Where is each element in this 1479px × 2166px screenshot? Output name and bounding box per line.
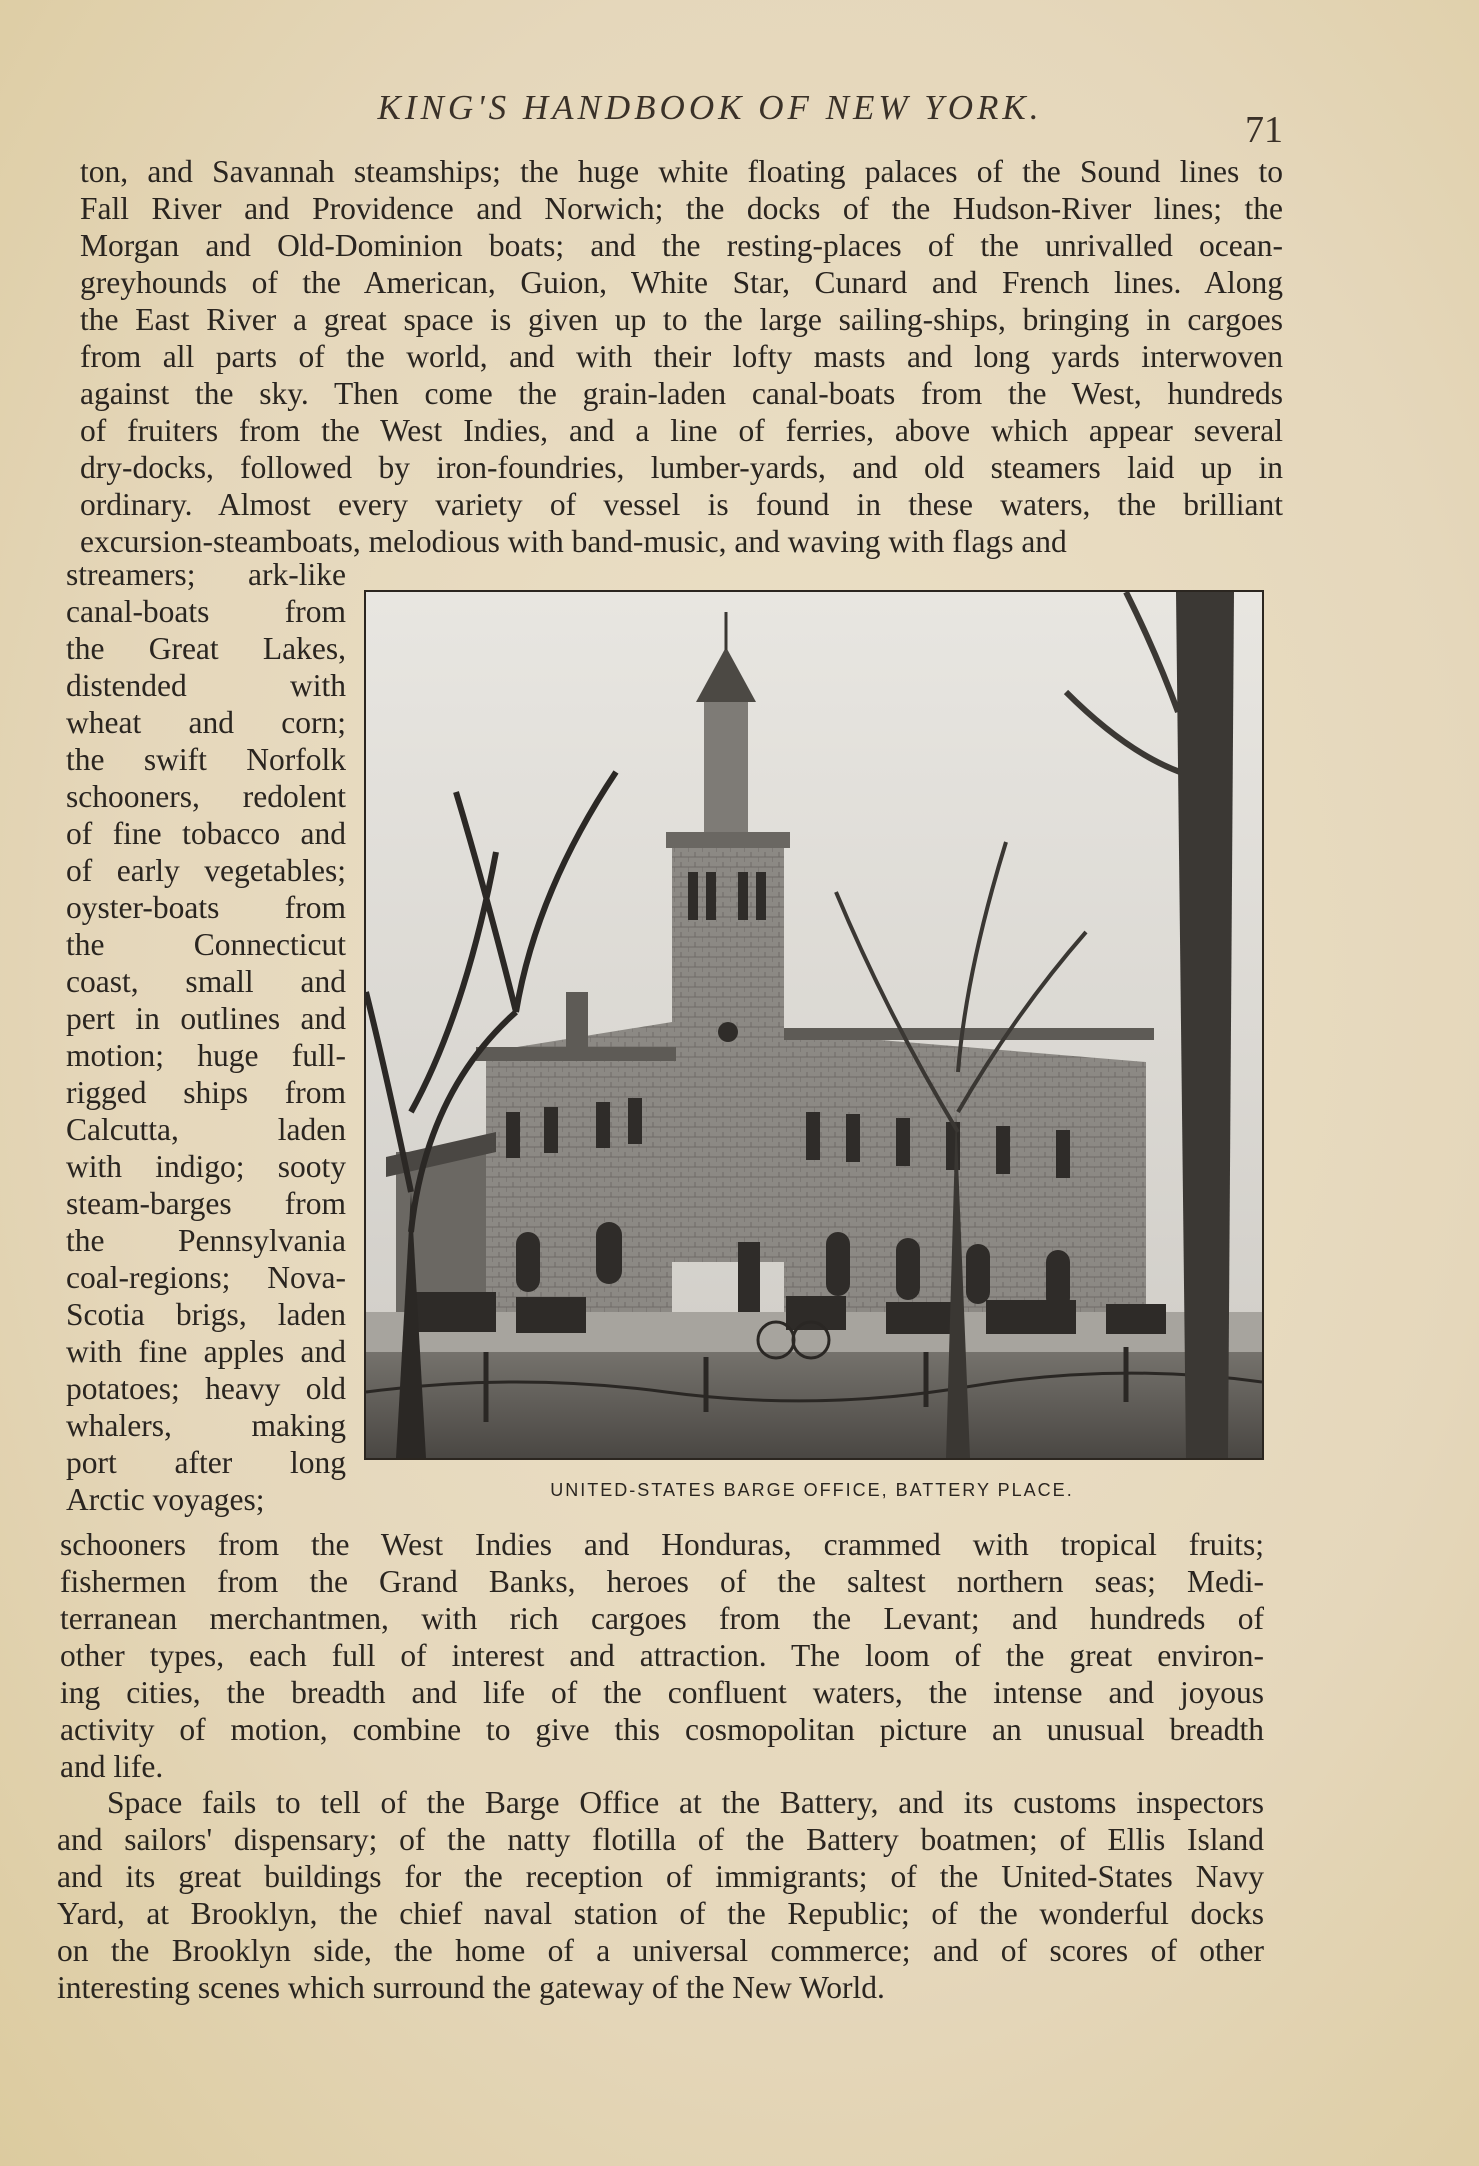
- text-line: the swift Norfolk: [66, 742, 346, 777]
- text-line: motion; huge full-: [66, 1038, 346, 1073]
- bottom-paragraph: [60, 1526, 1264, 1785]
- text-line: excursion-steamboats, melodious with band-music, and waving with flags and: [80, 524, 1067, 559]
- text-line: pert in outlines and: [66, 1001, 346, 1036]
- text-line: terranean merchantmen, with rich cargoes from the Levant; and hundreds of: [60, 1601, 1264, 1636]
- photo-illustration: [366, 592, 1262, 1458]
- final-paragraph: [57, 1784, 1264, 2006]
- text-line: Scotia brigs, laden: [66, 1297, 346, 1332]
- text-line: Morgan and Old-Dominion boats; and the resting-places of the unrivalled ocean-: [80, 228, 1283, 263]
- running-head: KING'S HANDBOOK OF NEW YORK.: [377, 88, 1043, 127]
- text-line: schooners, redolent: [66, 779, 346, 814]
- side-column-text: [66, 556, 346, 1518]
- text-line: interesting scenes which surround the gateway of the New World.: [57, 1970, 885, 2005]
- text-line: the Pennsylvania: [66, 1223, 346, 1258]
- text-line: activity of motion, combine to give this cosmopolitan picture an unusual breadth: [60, 1712, 1264, 1747]
- text-line: wheat and corn;: [66, 705, 346, 740]
- text-line: and its great buildings for the reception of immigrants; of the United-States Navy: [57, 1859, 1264, 1894]
- text-line: steam-barges from: [66, 1186, 346, 1221]
- text-line: from all parts of the world, and with their lofty masts and long yards interwoven: [80, 339, 1283, 374]
- text-line: Yard, at Brooklyn, the chief naval station of the Republic; of the wonderful docks: [57, 1896, 1264, 1931]
- text-line: streamers; ark-like: [66, 557, 346, 592]
- text-line: on the Brooklyn side, the home of a universal commerce; and of scores of other: [57, 1933, 1264, 1968]
- text-line: Calcutta, laden: [66, 1112, 346, 1147]
- text-line: of fruiters from the West Indies, and a line of ferries, above which appear several: [80, 413, 1283, 448]
- text-line: canal-boats from: [66, 594, 346, 629]
- text-line: and life.: [60, 1749, 164, 1784]
- text-line: Fall River and Providence and Norwich; the docks of the Hudson-River lines; the: [80, 191, 1283, 226]
- text-line: with indigo; sooty: [66, 1149, 346, 1184]
- text-line: other types, each full of interest and attraction. The loom of the great environ-: [60, 1638, 1264, 1673]
- text-line: and sailors' dispensary; of the natty flotilla of the Battery boatmen; of Ellis Island: [57, 1822, 1264, 1857]
- figure-caption: UNITED-STATES BARGE OFFICE, BATTERY PLACE.: [550, 1480, 1074, 1500]
- text-line: coast, small and: [66, 964, 346, 999]
- text-line: potatoes; heavy old: [66, 1371, 346, 1406]
- text-line: Space fails to tell of the Barge Office at the Battery, and its customs inspectors: [107, 1785, 1264, 1820]
- text-line: ing cities, the breadth and life of the confluent waters, the intense and joyous: [60, 1675, 1264, 1710]
- text-line: against the sky. Then come the grain-laden canal-boats from the West, hundreds: [80, 376, 1283, 411]
- page-number: 71: [1245, 109, 1283, 151]
- text-line: the Connecticut: [66, 927, 346, 962]
- top-paragraph: [80, 153, 1283, 560]
- text-line: schooners from the West Indies and Honduras, crammed with tropical fruits;: [60, 1527, 1264, 1562]
- text-line: port after long: [66, 1445, 346, 1480]
- text-line: dry-docks, followed by iron-foundries, lumber-yards, and old steamers laid up in: [80, 450, 1283, 485]
- text-line: the Great Lakes,: [66, 631, 346, 666]
- text-line: of fine tobacco and: [66, 816, 346, 851]
- text-line: fishermen from the Grand Banks, heroes of the saltest northern seas; Medi-: [60, 1564, 1264, 1599]
- text-line: distended with: [66, 668, 346, 703]
- text-line: Arctic voyages;: [66, 1482, 265, 1517]
- text-line: ton, and Savannah steamships; the huge white floating palaces of the Sound lines to: [80, 154, 1283, 189]
- text-line: with fine apples and: [66, 1334, 346, 1369]
- text-line: whalers, making: [66, 1408, 346, 1443]
- text-line: oyster-boats from: [66, 890, 346, 925]
- text-line: the East River a great space is given up to the large sailing-ships, bringing in cargoes: [80, 302, 1283, 337]
- barge-office-photograph: [364, 590, 1264, 1460]
- text-line: greyhounds of the American, Guion, White Star, Cunard and French lines. Along: [80, 265, 1283, 300]
- text-line: rigged ships from: [66, 1075, 346, 1110]
- text-line: of early vegetables;: [66, 853, 346, 888]
- text-line: ordinary. Almost every variety of vessel is found in these waters, the brilliant: [80, 487, 1283, 522]
- text-line: coal-regions; Nova-: [66, 1260, 346, 1295]
